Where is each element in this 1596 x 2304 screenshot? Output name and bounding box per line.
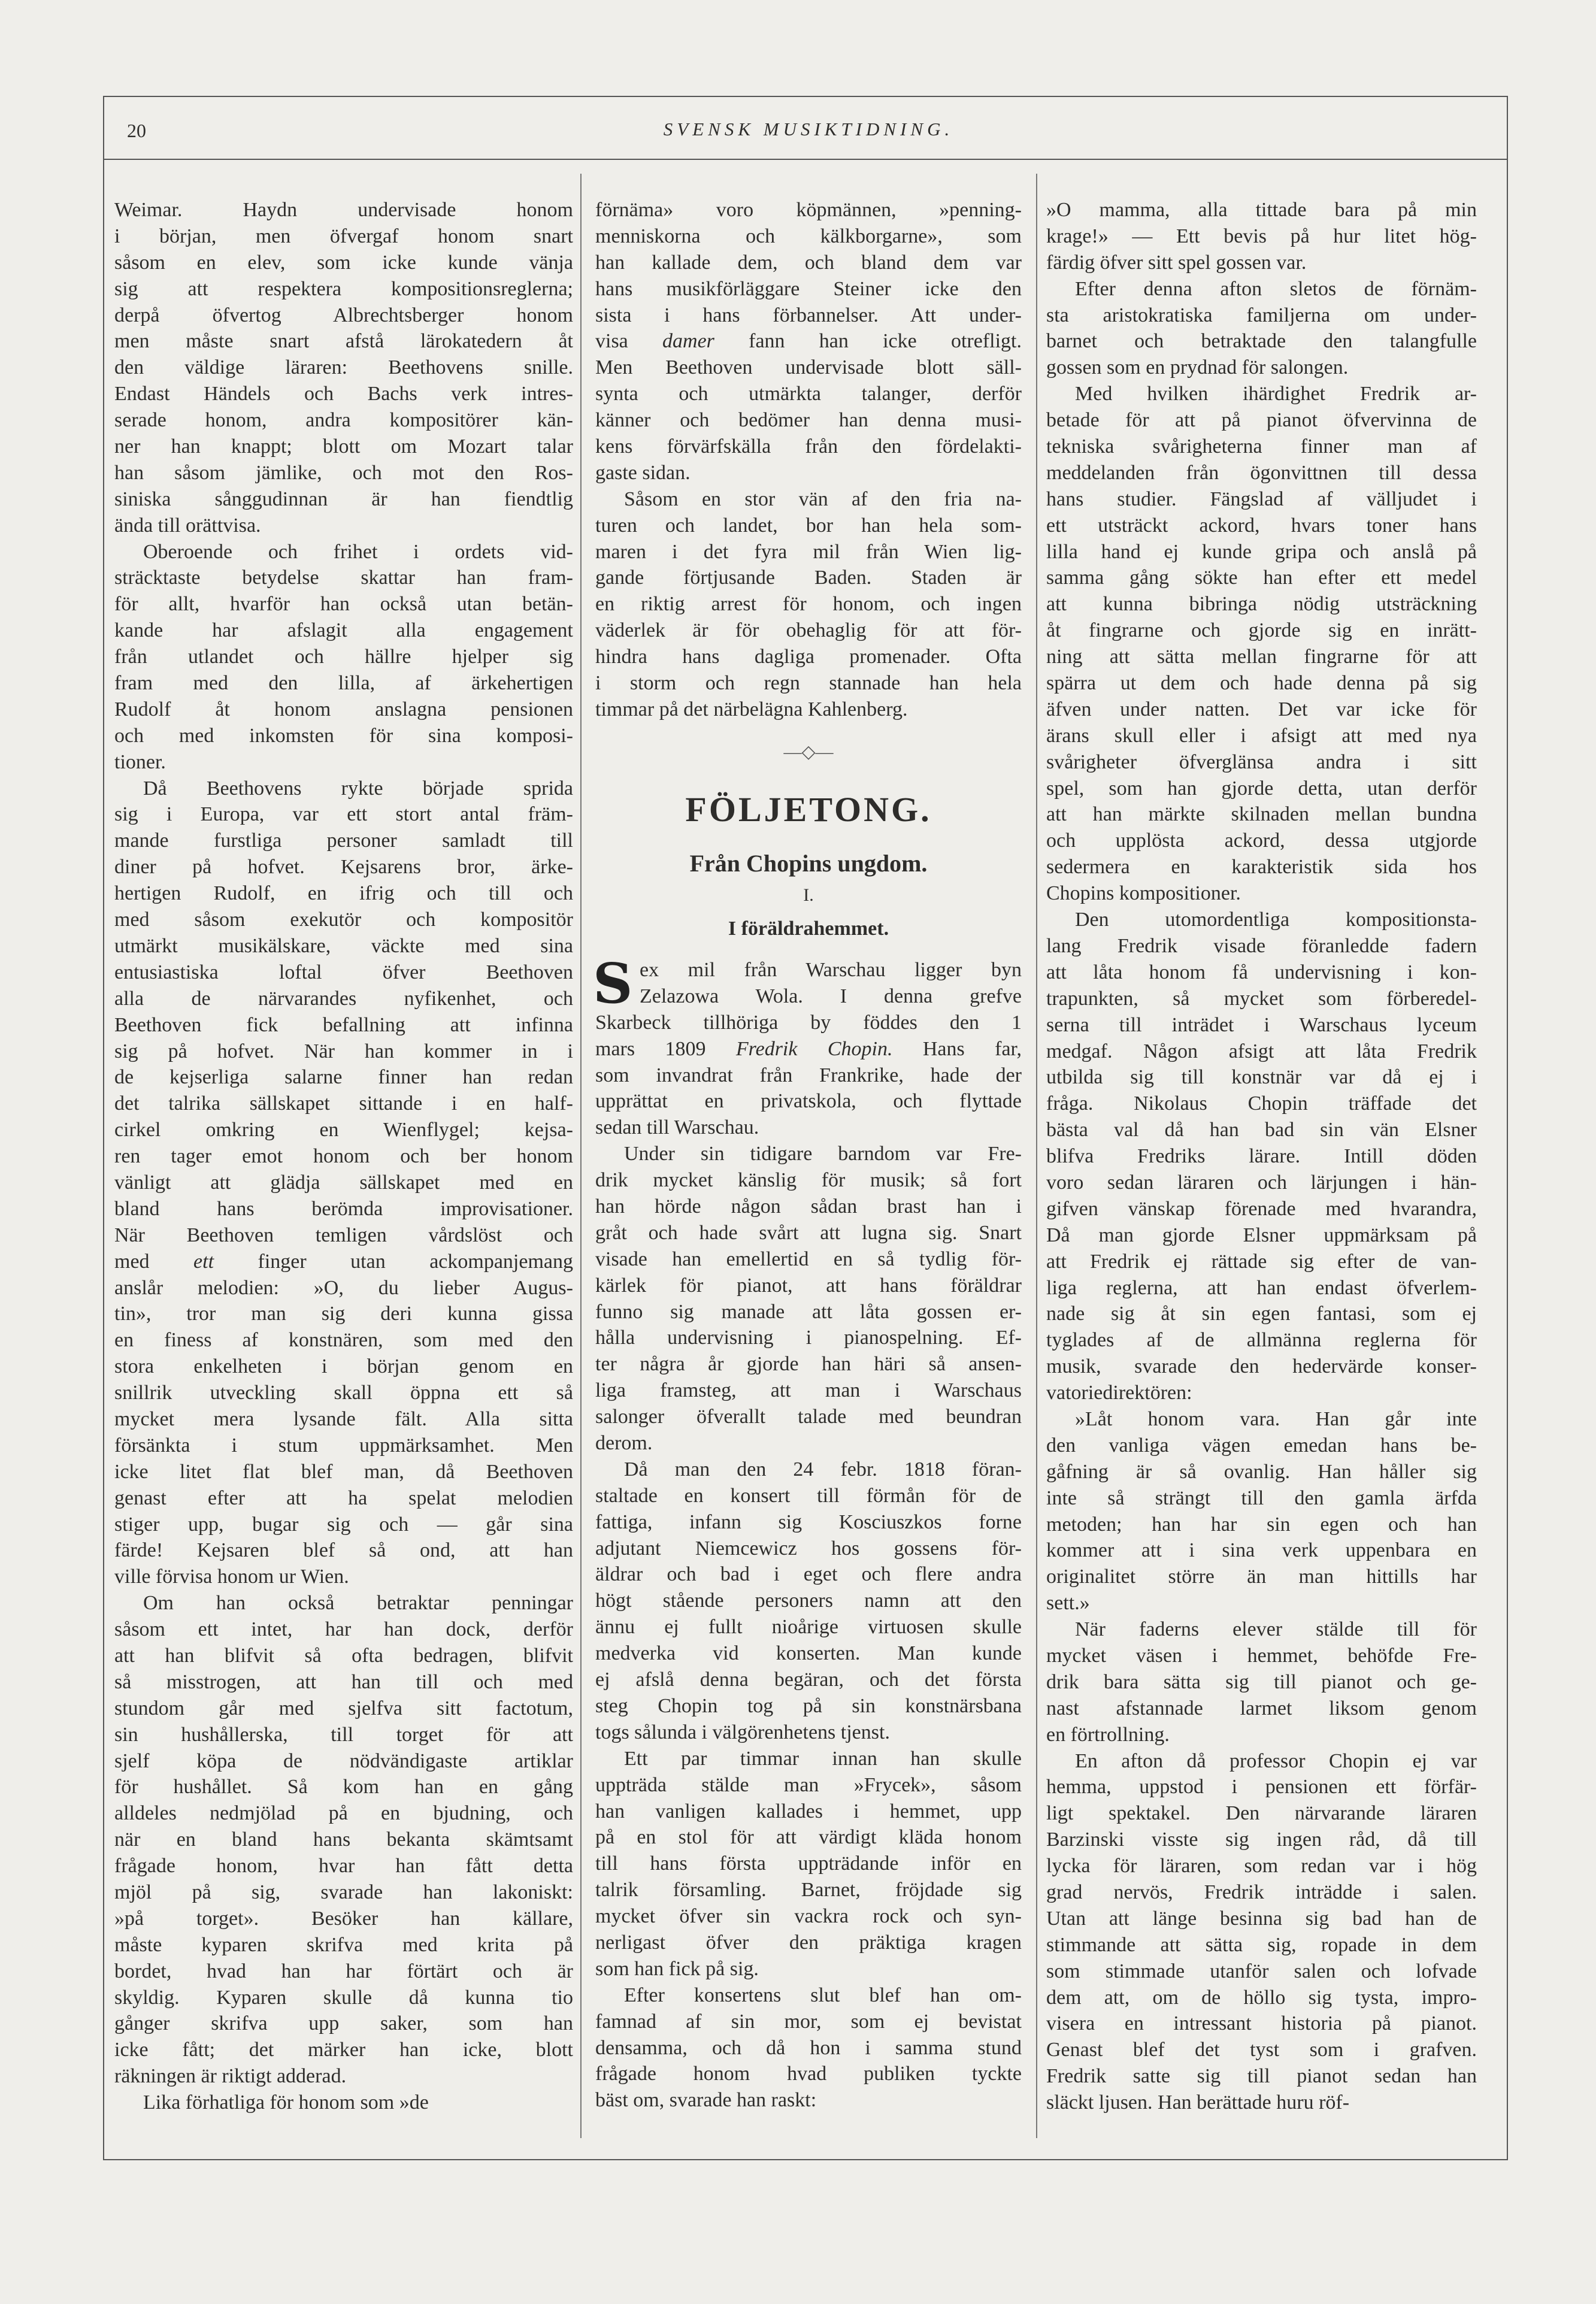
text-line: entusiastiska loftal öfver Beethoven — [114, 961, 573, 983]
text-line: som invandrat från Frankrike, hade der — [595, 1064, 1022, 1086]
masthead: SVENSK MUSIKTIDNING. — [663, 119, 954, 140]
text-line: steg Chopin tog på sin konstnärsbana — [595, 1694, 1022, 1717]
text-line: äldrar och bad i eget och flere andra — [595, 1563, 1022, 1586]
text-line: frågade honom, hvar han fått detta — [114, 1855, 573, 1878]
text-line: färdig öfver sitt spel gossen var. — [1046, 251, 1307, 274]
text-line: gossen som en prydnad för salongen. — [1046, 356, 1349, 379]
text-line: så misstrogen, att han till och med — [114, 1670, 573, 1693]
text-line: krage!» — Ett bevis på hur litet hög- — [1046, 225, 1477, 247]
paragraph — [595, 1982, 1022, 2114]
text-line: timmar på det närbelägna Kahlenberg. — [595, 698, 908, 720]
text-line: »O mamma, alla tittade bara på min — [1046, 199, 1477, 221]
text-line: Efter denna afton sletos de förnäm- — [1075, 277, 1477, 300]
text-line: Oberoende och frihet i ordets vid- — [143, 540, 573, 563]
text-line: frågade honom hvad publiken tyckte — [595, 2063, 1022, 2085]
text-line: drik mycket känslig för musik; så fort — [595, 1169, 1022, 1192]
text-line: togs sålunda i välgörenhetens tjenst. — [595, 1721, 890, 1743]
text-line: nade sig åt sin egen fantasi, som ej — [1046, 1303, 1477, 1325]
text-line: den vanliga vägen emedan hans be- — [1046, 1434, 1477, 1457]
text-line: och med inkomsten för sina komposi- — [114, 724, 573, 747]
text-line: sta aristokratiska familjerna om under- — [1046, 304, 1477, 326]
text-line: cirkel omkring en Wienflygel; kejsa- — [114, 1119, 573, 1142]
text-line: svårigheter öfverglänsa andra i sitt — [1046, 750, 1477, 773]
text-line: lycka för läraren, som redan var i hög — [1046, 1855, 1477, 1878]
column-divider — [580, 174, 582, 2138]
text-line: drik bara sätta sig till pianot och ge- — [1046, 1670, 1477, 1693]
text-line: talrik församling. Barnet, fröjdade sig — [595, 1879, 1022, 1902]
text-line: Genast blef det tyst som i grafven. — [1046, 2039, 1477, 2061]
text-line: i storm och regn stannade han hela — [595, 672, 1022, 695]
text-line: alla de närvarandes nyfikenhet, och — [114, 987, 573, 1010]
paragraph — [1046, 276, 1477, 382]
text-line: hindra hans dagliga promenader. Ofta — [595, 646, 1022, 668]
text-line: betade för att på pianot öfvervinna de — [1046, 409, 1477, 432]
text-line: blifva Fredriks lärare. Intill döden — [1046, 1145, 1477, 1168]
page-number: 20 — [127, 120, 146, 141]
column-2-top — [595, 197, 1022, 723]
text-line: nerligast öfver den präktiga kragen — [595, 1931, 1022, 1954]
text-line: ville förvisa honom ur Wien. — [114, 1566, 349, 1588]
text-line: sjelf köpa de nödvändigaste artiklar — [114, 1749, 573, 1772]
text-line: för hushållet. Så kom han en gång — [114, 1776, 573, 1799]
text-line: till hans första uppträdande inför en — [595, 1852, 1022, 1875]
text-line: fram med den lilla, af ärkehertigen — [114, 672, 573, 695]
text-line: och upplösta ackord, dessa utgjorde — [1046, 829, 1477, 852]
text-line: spel, som han gjorde detta, utan derför — [1046, 777, 1477, 800]
header-rule — [103, 159, 1508, 160]
text-line: musik, svarade den hedervärde konser- — [1046, 1355, 1477, 1378]
text-line: Då Beethovens rykte började sprida — [143, 777, 573, 800]
text-line: serade honom, andra kompositörer kän- — [114, 409, 573, 432]
text-line: en riktig arrest för honom, och ingen — [595, 593, 1022, 616]
paragraph — [114, 2090, 573, 2116]
text-line: att Fredrik ej rättade sig efter de van- — [1046, 1250, 1477, 1273]
text-line: diner på hofvet. Kejsarens bror, ärke- — [114, 856, 573, 879]
text-line: serna till inträdet i Warschaus lyceum — [1046, 1013, 1477, 1036]
paragraph — [1046, 1406, 1477, 1616]
text-line: sträcktaste betydelse skattar han fram- — [114, 567, 573, 589]
text-line: maren i det fyra mil från Wien lig- — [595, 540, 1022, 563]
text-line: åt fingrarne och gjorde sig en inrätt- — [1046, 619, 1477, 642]
text-line: lang Fredrik visade föranledde fadern — [1046, 934, 1477, 957]
paragraph — [595, 197, 1022, 486]
text-line: att låta honom få undervisning i kon- — [1046, 961, 1477, 983]
text-line: genast efter att ha spelat melodien — [114, 1486, 573, 1509]
text-line: han kallade dem, och bland dem var — [595, 251, 1022, 274]
text-line: famnad af sin mor, som ej bevistat — [595, 2010, 1022, 2033]
text-line: inte så strängt till den gamla ärfda — [1046, 1486, 1477, 1509]
text-line: Utan att länge besinna sig bad han de — [1046, 1907, 1477, 1930]
text-line: känner och bedömer han denna musi- — [595, 409, 1022, 432]
text-line: Då man den 24 febr. 1818 föran- — [624, 1458, 1022, 1481]
text-line: samma gång sökte han efter ett medel — [1046, 567, 1477, 589]
text-line: hålla undervisning i pianospelning. Ef- — [595, 1327, 1022, 1349]
text-line: för allt, hvarför han också utan betän- — [114, 593, 573, 616]
text-line: sin hushållerska, till torget för att — [114, 1723, 573, 1746]
text-line: siniska sånggudinnan är han fiendtlig — [114, 488, 573, 510]
text-line: stora enkelheten i början genom en — [114, 1355, 573, 1378]
text-line: mycket öfver sin vackra rock och syn- — [595, 1905, 1022, 1928]
text-line: När faderns elever stälde till för — [1075, 1618, 1477, 1641]
text-line: ter några år gjorde han häri så ansen- — [595, 1353, 1022, 1376]
text-line: voro sedan läraren och lärjungen i hän- — [1046, 1171, 1477, 1194]
text-line: mycket väsen i hemmet, behöfde Fre- — [1046, 1644, 1477, 1667]
text-line: såsom en elev, som icke kunde vänja — [114, 251, 573, 274]
paragraph — [1046, 907, 1477, 1406]
text-line: bland hans berömda improvisationer. — [114, 1197, 573, 1220]
text-line: gaste sidan. — [595, 461, 691, 484]
text-line: Skarbeck tillhöriga by föddes den 1 — [595, 1011, 1022, 1034]
text-line: att han blifvit så ofta bedragen, blifvit — [114, 1644, 573, 1667]
text-line: barnet och betraktade den talangfulle — [1046, 330, 1477, 353]
text-line: som han fick på sig. — [595, 1957, 759, 1980]
text-line: salonger öfverallt talade med beundran — [595, 1406, 1022, 1428]
text-line: sig på hofvet. När han kommer in i — [114, 1040, 573, 1062]
text-line: Under sin tidigare barndom var Fre- — [624, 1143, 1022, 1165]
text-line: att kunna bibringa nödig utsträckning — [1046, 593, 1477, 616]
text-line: icke litet flat blef man, då Beethoven — [114, 1460, 573, 1483]
text-line: grad nervös, Fredrik inträdde i salen. — [1046, 1881, 1477, 1903]
text-line: sig att respektera kompositionsreglerna; — [114, 277, 573, 300]
text-line: visade han emellertid en så tydlig för- — [595, 1248, 1022, 1270]
text-line: gifven vänskap förenade med hvarandra, — [1046, 1197, 1477, 1220]
text-line: färde! Kejsaren blef så ond, att han — [114, 1539, 573, 1562]
paragraph — [1046, 197, 1477, 276]
text-line: som stimmade utanför salen och lofvade — [1046, 1960, 1477, 1982]
text-line: kommer att i sina verk uppenbara en — [1046, 1539, 1477, 1562]
text-line: vänligt att glädja sällskapet med en — [114, 1171, 573, 1194]
text-line: men måste snart afstå lärokatedern åt — [114, 330, 573, 353]
text-line: menniskorna och kälkborgarne», som — [595, 225, 1022, 247]
text-line: Med hvilken ihärdighet Fredrik ar- — [1075, 383, 1477, 405]
text-line: sedermera en karakteristik sida hos — [1046, 856, 1477, 879]
text-line: Weimar. Haydn undervisade honom — [114, 199, 573, 221]
paragraph — [1046, 1748, 1477, 2116]
text-line: Endast Händels och Bachs verk intres- — [114, 383, 573, 405]
text-line: äfven under natten. Det var icke för — [1046, 698, 1477, 720]
text-line: ex mil från Warschau ligger byn — [640, 959, 1022, 981]
text-line: med såsom exekutör och kompositör — [114, 909, 573, 931]
text-line: uppträda stälde man »Frycek», såsom — [595, 1773, 1022, 1796]
text-line: han såsom jämlike, och mot den Ros- — [114, 461, 573, 484]
feuilleton-heading: FÖLJETONG. — [685, 790, 932, 829]
text-line: turen och landet, bor han hela som- — [595, 514, 1022, 537]
text-line: derpå öfvertog Albrechtsberger honom — [114, 304, 573, 326]
text-line: bästa val då han bad sin vän Elsner — [1046, 1119, 1477, 1142]
text-line: Såsom en stor vän af den fria na- — [624, 488, 1022, 510]
text-line: Rudolf åt honom anslagna pensionen — [114, 698, 573, 720]
text-line: Om han också betraktar penningar — [143, 1592, 573, 1615]
text-line: försänkta i stum uppmärksamhet. Men — [114, 1434, 573, 1457]
text-line: att han märkte skilnaden mellan bundna — [1046, 803, 1477, 826]
text-line: hertigen Rudolf, en ifrig och till och — [114, 882, 573, 905]
ornament-divider: —◇— — [783, 742, 834, 762]
text-line: Efter konsertens slut blef han om- — [624, 1984, 1022, 2006]
text-line: »på torget». Besöker han källare, — [114, 1907, 573, 1930]
text-line: liga reglerna, att han endast öfverlem- — [1046, 1276, 1477, 1299]
column-2-feuilleton — [593, 951, 1022, 2114]
text-line: sig i Europa, var ett stort antal främ- — [114, 803, 573, 826]
text-line: fråga. Nikolaus Chopin träffade det — [1046, 1092, 1477, 1115]
text-line: Chopins kompositioner. — [1046, 882, 1241, 905]
text-line: utbilda sig till konstnär var då ej i — [1046, 1066, 1477, 1089]
paragraph — [595, 1141, 1022, 1457]
text-line: vatoriedirektören: — [1046, 1382, 1192, 1404]
text-line: visera en intressant historia på pianot. — [1046, 2012, 1477, 2035]
text-line: mycket mera lysande fält. Alla sitta — [114, 1407, 573, 1430]
text-line: gånger skrifva upp saker, som han — [114, 2012, 573, 2035]
column-3 — [1046, 197, 1477, 2116]
paragraph — [1046, 381, 1477, 907]
text-line: gråt och hade svårt att lugna sig. Snart — [595, 1221, 1022, 1244]
text-line: ännu ej fullt nioårige virtuosen skulle — [595, 1616, 1022, 1639]
text-line: funno sig manade att låta gossen er- — [595, 1300, 1022, 1323]
text-line: förnäma» voro köpmännen, »penning- — [595, 199, 1022, 221]
text-line: Barzinski visste sig ingen råd, då till — [1046, 1828, 1477, 1851]
text-line: spärra ut dem och hade denna på sig — [1046, 672, 1477, 695]
text-line: hans studier. Fängslad af välljudet i — [1046, 488, 1477, 510]
text-line: måste kyparen skrifva med krita på — [114, 1933, 573, 1956]
text-line: från utlandet och hällre hjelper sig — [114, 646, 573, 668]
text-line: ej afslå denna begäran, och det första — [595, 1669, 1022, 1691]
text-line: ett utsträckt ackord, hvars toner hans — [1046, 514, 1477, 537]
text-line: mjöl på sig, svarade han lakoniskt: — [114, 1881, 573, 1903]
text-line: lilla hand ej kunde gripa och anslå på — [1046, 540, 1477, 563]
text-line: såsom ett intet, har han dock, derför — [114, 1618, 573, 1641]
text-line: Men Beethoven undervisade blott säll- — [595, 356, 1022, 379]
text-line: medgaf. Någon afsigt att låta Fredrik — [1046, 1040, 1477, 1062]
text-line: väderlek är för obehaglig för att för- — [595, 619, 1022, 642]
text-line: skyldig. Kyparen skulle då kunna tio — [114, 1986, 573, 2009]
text-line: mande furstliga personer samladt till — [114, 829, 573, 852]
text-line: ner han knappt; blott om Mozart talar — [114, 435, 573, 458]
text-line: bordet, hvad han har förtärt och är — [114, 1960, 573, 1982]
text-line: kande har afslagit alla engagement — [114, 619, 573, 642]
article-title: Från Chopins ungdom. — [689, 850, 928, 877]
text-line: sedan till Warschau. — [595, 1116, 759, 1139]
paragraph — [595, 486, 1022, 723]
text-line: Ett par timmar innan han skulle — [624, 1747, 1022, 1770]
text-line: ren tager emot honom och ber honom — [114, 1145, 573, 1168]
text-line: liga framsteg, att man i Warschaus — [595, 1379, 1022, 1402]
text-line: det talrika sällskapet sittande i en half- — [114, 1092, 573, 1115]
text-line: kens förvärfskälla från den fördelakti- — [595, 435, 1022, 458]
text-line: med ett finger utan ackompanjemang — [114, 1250, 573, 1273]
paragraph — [114, 1590, 573, 2090]
column-1 — [114, 197, 573, 2116]
text-line: trapunkten, så mycket som förberedel- — [1046, 987, 1477, 1010]
text-line: på en stol för att värdigt kläda honom — [595, 1826, 1022, 1849]
text-line: bäst om, svarade han raskt: — [595, 2089, 817, 2112]
text-line: tin», tror man sig deri kunna gissa — [114, 1303, 573, 1325]
text-line: de kejserliga salarne finner han redan — [114, 1066, 573, 1089]
text-line: han vanligen kallades i hemmet, upp — [595, 1800, 1022, 1822]
paragraph — [114, 776, 573, 1591]
text-line: stundom går med sjelfva sitt factotum, — [114, 1697, 573, 1719]
text-line: kärlek för pianot, att hans föräldrar — [595, 1274, 1022, 1297]
text-line: den väldige läraren: Beethovens snille. — [114, 356, 573, 379]
text-line: synta och utmärkta talanger, derför — [595, 383, 1022, 405]
text-line: dem att, om de höllo sig tysta, impro- — [1046, 1986, 1477, 2009]
text-line: ärans skull eller i afsigt att med nya — [1046, 724, 1477, 747]
text-line: räkningen är riktigt adderad. — [114, 2065, 347, 2088]
text-line: tekniska svårigheterna finner man af — [1046, 435, 1477, 458]
text-line: upprättat en privatskola, och flyttade — [595, 1090, 1022, 1113]
text-line: sett.» — [1046, 1592, 1090, 1615]
text-line: ända till orättvisa. — [114, 514, 261, 537]
paragraph — [114, 539, 573, 776]
text-line: hans musikförläggare Steiner icke den — [595, 277, 1022, 300]
text-line: i början, men öfvergaf honom snart — [114, 225, 573, 247]
text-line: medverka vid konserten. Man kunde — [595, 1642, 1022, 1665]
text-line: En afton då professor Chopin ej var — [1075, 1749, 1477, 1772]
text-line: sista i hans förbannelser. Att under- — [595, 304, 1022, 326]
text-line: derom. — [595, 1432, 653, 1455]
text-line: metoden; han har sin egen och han — [1046, 1513, 1477, 1536]
text-line: Lika förhatliga för honom som »de — [143, 2091, 429, 2114]
text-line: utmärkt musikälskare, väckte med sina — [114, 934, 573, 957]
paragraph — [595, 1457, 1022, 1746]
text-line: icke fått; det märker han icke, blott — [114, 2039, 573, 2061]
text-line: snillrik utveckling skall öppna ett så — [114, 1382, 573, 1404]
text-line: högt stående personers namn att den — [595, 1590, 1022, 1612]
text-line: meddelanden från ögonvittnen till dessa — [1046, 461, 1477, 484]
paragraph — [1046, 1616, 1477, 1748]
text-line: ning att sätta mellan fingrarne för att — [1046, 646, 1477, 668]
text-line: alldeles nedmjölad på en bjudning, och — [114, 1802, 573, 1825]
paragraph — [595, 1746, 1022, 1982]
text-line: tyglades af de allmänna reglerna för — [1046, 1329, 1477, 1352]
paragraph — [114, 197, 573, 539]
text-line: släckt ljusen. Han berättade huru röf- — [1046, 2091, 1350, 2114]
text-line: stimmande att sätta sig, ropade in dem — [1046, 1933, 1477, 1956]
text-line: stiger upp, bugar sig och — går sina — [114, 1513, 573, 1536]
text-line: När Beethoven temligen vårdslöst och — [114, 1224, 573, 1246]
text-line: en finess af konstnären, som med den — [114, 1329, 573, 1352]
part-number: I. — [803, 885, 814, 905]
text-line: originalitet större än man hittills har — [1046, 1566, 1477, 1588]
text-line: anslår melodien: »O, du lieber Augus- — [114, 1276, 573, 1299]
text-line: när en bland hans bekanta skämtsamt — [114, 1828, 573, 1851]
text-line: Beethoven fick befallning att infinna — [114, 1013, 573, 1036]
drop-cap: S — [593, 951, 633, 1016]
text-line: en förtrollning. — [1046, 1723, 1170, 1746]
text-line: Då man gjorde Elsner uppmärksam på — [1046, 1224, 1477, 1246]
text-line: gande förtjusande Baden. Staden är — [595, 567, 1022, 589]
paragraph — [593, 951, 1022, 1141]
text-line: fattiga, infann sig Kosciuszkos forne — [595, 1510, 1022, 1533]
text-line: nast afstannade larmet liksom genom — [1046, 1697, 1477, 1719]
text-line: Fredrik satte sig till pianot sedan han — [1046, 2065, 1477, 2088]
text-line: tioner. — [114, 750, 166, 773]
text-line: hemma, uppstod i pensionen ett förfär- — [1046, 1776, 1477, 1799]
text-line: han hörde någon sådan brast han i — [595, 1195, 1022, 1218]
column-divider — [1036, 174, 1037, 2138]
text-line: staltade en konsert till förmån för de — [595, 1484, 1022, 1507]
text-line: ligt spektakel. Den närvarande läraren — [1046, 1802, 1477, 1825]
text-line: »Låt honom vara. Han går inte — [1075, 1407, 1477, 1430]
text-line: adjutant Niemcewicz hos gossens för- — [595, 1537, 1022, 1560]
text-line: gåfning är så ovanlig. Han håller sig — [1046, 1460, 1477, 1483]
text-line: mars 1809 Fredrik Chopin. Hans far, — [595, 1037, 1022, 1060]
chapter-title: I föräldrahemmet. — [728, 918, 889, 940]
text-line: Zelazowa Wola. I denna grefve — [640, 985, 1022, 1007]
text-line: visa damer fann han icke otrefligt. — [595, 330, 1022, 353]
text-line: densamma, och då hon i samma stund — [595, 2036, 1022, 2059]
text-line: Den utomordentliga kompositionsta- — [1075, 909, 1477, 931]
